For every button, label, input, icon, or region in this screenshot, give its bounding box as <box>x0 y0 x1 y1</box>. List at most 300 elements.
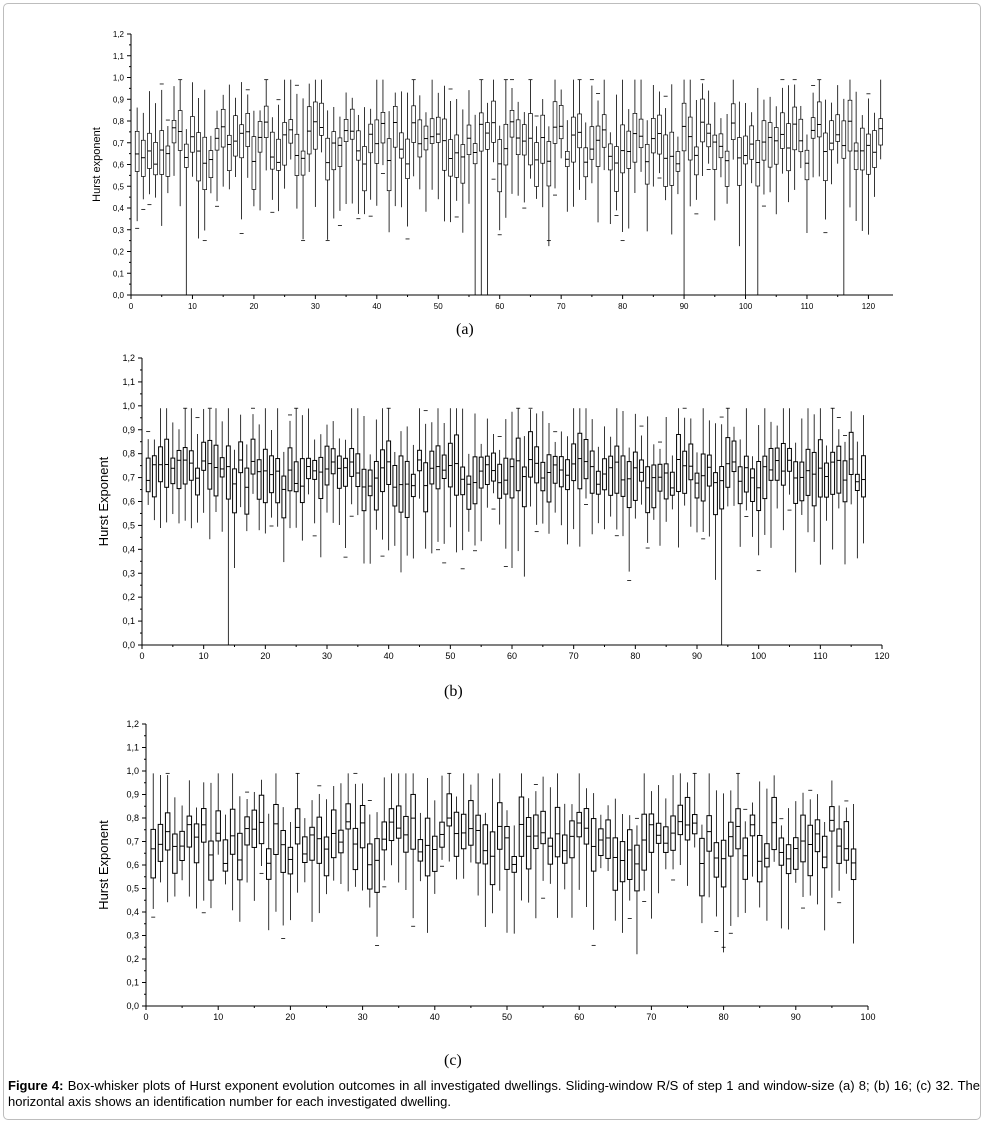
box <box>245 468 249 514</box>
box <box>282 476 286 518</box>
box-dwelling-82 <box>646 416 650 548</box>
box <box>479 457 483 488</box>
box-dwelling-10 <box>216 773 220 854</box>
box <box>707 816 711 852</box>
box-dwelling-38 <box>363 107 367 214</box>
box <box>658 464 662 491</box>
box <box>288 448 292 491</box>
box <box>596 471 600 494</box>
box <box>160 131 164 175</box>
box <box>732 441 736 472</box>
box-dwelling-115 <box>849 411 853 504</box>
box-dwelling-12 <box>214 408 218 512</box>
box-dwelling-16 <box>227 85 231 190</box>
box-dwelling-62 <box>522 436 526 577</box>
box <box>621 125 625 173</box>
box <box>799 119 803 151</box>
box-dwelling-83 <box>743 809 747 913</box>
y-axis-title: Hurst exponent <box>91 127 103 202</box>
box-dwelling-51 <box>442 86 446 222</box>
box-dwelling-40 <box>375 80 379 206</box>
box <box>197 133 201 181</box>
box-dwelling-59 <box>492 80 496 179</box>
box-dwelling-98 <box>851 804 855 943</box>
box <box>166 146 170 176</box>
box <box>300 459 304 503</box>
box <box>590 127 594 160</box>
box-dwelling-90 <box>695 452 699 532</box>
box-dwelling-89 <box>676 137 680 195</box>
box <box>851 849 855 880</box>
box-dwelling-45 <box>418 408 422 498</box>
y-tick-label: 0,7 <box>112 138 124 148</box>
box-dwelling-3 <box>165 773 169 902</box>
box <box>860 128 864 170</box>
box <box>646 467 650 513</box>
box <box>146 458 150 492</box>
y-tick-label: 0,5 <box>126 883 139 894</box>
box <box>504 458 508 494</box>
box <box>836 115 840 142</box>
box-dwelling-108 <box>806 408 810 532</box>
box <box>230 809 234 854</box>
box-dwelling-19 <box>257 424 261 530</box>
box-dwelling-13 <box>238 796 242 922</box>
box-dwelling-14 <box>226 408 230 645</box>
box <box>774 128 778 165</box>
box-dwelling-78 <box>608 132 612 224</box>
box <box>430 119 434 144</box>
box <box>721 840 725 887</box>
box <box>171 458 175 484</box>
box <box>729 822 733 856</box>
box <box>559 105 563 138</box>
box <box>664 827 668 853</box>
box-dwelling-28 <box>346 773 350 891</box>
y-tick-label: 0,3 <box>122 568 135 579</box>
box-dwelling-20 <box>288 822 292 920</box>
box-dwelling-77 <box>700 825 704 924</box>
x-tick-label: 110 <box>813 651 828 661</box>
box <box>553 456 557 483</box>
box <box>590 451 594 493</box>
x-tick-label: 20 <box>249 302 259 311</box>
box <box>485 456 489 484</box>
box-dwelling-29 <box>307 84 311 172</box>
box-dwelling-69 <box>642 773 646 901</box>
box-plot-c <box>0 690 986 1050</box>
box <box>240 125 244 158</box>
box-dwelling-48 <box>490 779 494 914</box>
box <box>578 433 582 488</box>
box-dwelling-76 <box>609 437 613 517</box>
box-dwelling-61 <box>504 80 508 218</box>
box-dwelling-32 <box>337 438 341 525</box>
y-axis-title: Hurst Exponent <box>96 820 111 910</box>
box-dwelling-110 <box>818 408 822 564</box>
box-dwelling-57 <box>555 773 559 918</box>
box-dwelling-1 <box>146 432 150 505</box>
box-dwelling-25 <box>283 80 287 189</box>
box <box>516 438 520 491</box>
box-dwelling-83 <box>652 444 656 520</box>
box <box>801 815 805 862</box>
box <box>233 469 237 513</box>
box-dwelling-90 <box>794 801 798 883</box>
box <box>303 837 307 863</box>
box-dwelling-70 <box>572 408 576 529</box>
box-dwelling-76 <box>596 94 600 223</box>
box-dwelling-48 <box>436 408 440 550</box>
box <box>787 124 791 171</box>
y-tick-label: 1,2 <box>122 353 135 363</box>
box-dwelling-17 <box>267 814 271 930</box>
box <box>781 443 785 485</box>
box-dwelling-47 <box>483 813 487 927</box>
box-dwelling-81 <box>640 426 644 505</box>
box <box>251 439 255 474</box>
box-dwelling-23 <box>282 452 286 562</box>
box-dwelling-37 <box>368 454 372 563</box>
box-dwelling-24 <box>276 100 280 211</box>
box-dwelling-23 <box>270 117 274 212</box>
box <box>633 113 637 162</box>
y-tick-label: 0,8 <box>122 448 135 459</box>
box <box>498 464 502 498</box>
box <box>849 432 853 474</box>
box <box>688 117 692 160</box>
box-dwelling-80 <box>633 414 637 519</box>
box-dwelling-49 <box>498 773 502 890</box>
box <box>825 463 829 497</box>
box-dwelling-94 <box>822 822 826 930</box>
box-dwelling-28 <box>301 98 305 240</box>
box-dwelling-2 <box>152 440 156 521</box>
box-dwelling-47 <box>418 95 422 189</box>
box-dwelling-40 <box>433 800 437 894</box>
box-dwelling-116 <box>842 99 846 295</box>
x-tick-label: 90 <box>790 1012 801 1022</box>
box-dwelling-55 <box>479 444 483 541</box>
x-tick-label: 100 <box>738 302 753 311</box>
box <box>805 150 809 179</box>
box-dwelling-65 <box>528 80 532 179</box>
box <box>492 453 496 481</box>
box <box>645 144 649 184</box>
box <box>541 462 545 490</box>
box <box>842 121 846 158</box>
box-dwelling-68 <box>547 126 551 246</box>
y-tick-label: 0,9 <box>122 424 135 435</box>
box <box>215 129 219 150</box>
box-dwelling-84 <box>645 120 649 231</box>
box-dwelling-61 <box>584 788 588 907</box>
box <box>339 830 343 853</box>
box <box>310 827 314 860</box>
figure-caption-text: Box-whisker plots of Hurst exponent evolution outcomes in all investigated dwellings. Sliding-window R/S of step 1 and window-size (a) 8; (b) 16; (c) 32. The horizontal axis shows an identification number for each investigated dwelling. <box>8 1078 980 1109</box>
box <box>393 106 397 147</box>
box <box>510 110 514 137</box>
box <box>837 446 841 493</box>
box-dwelling-118 <box>854 92 858 221</box>
box-dwelling-6 <box>187 780 191 896</box>
box-dwelling-31 <box>331 421 335 523</box>
box <box>346 804 350 829</box>
box-dwelling-81 <box>729 790 733 933</box>
box <box>602 115 606 148</box>
box-dwelling-63 <box>599 815 603 868</box>
panel-label-b: (b) <box>444 683 463 700</box>
box <box>442 119 446 170</box>
box-dwelling-88 <box>779 819 783 929</box>
box-dwelling-53 <box>467 454 471 532</box>
box-dwelling-34 <box>338 117 342 226</box>
box-dwelling-68 <box>559 431 563 525</box>
box <box>768 123 772 168</box>
box-dwelling-108 <box>793 80 797 190</box>
box <box>811 118 815 139</box>
box-dwelling-100 <box>757 425 761 571</box>
box-dwelling-32 <box>375 812 379 945</box>
box <box>529 114 533 165</box>
box-dwelling-74 <box>596 447 600 523</box>
box-dwelling-26 <box>331 786 335 881</box>
box-dwelling-35 <box>344 92 348 204</box>
box-dwelling-7 <box>183 408 187 520</box>
y-tick-label: 0,1 <box>122 616 135 627</box>
box-dwelling-44 <box>461 773 465 878</box>
box <box>578 114 582 148</box>
box <box>337 456 341 488</box>
box <box>375 839 379 893</box>
box-dwelling-85 <box>664 417 668 522</box>
box-dwelling-116 <box>855 442 859 559</box>
box <box>763 456 767 498</box>
box <box>412 106 416 143</box>
box-dwelling-46 <box>424 411 428 549</box>
box <box>307 107 311 154</box>
box <box>529 432 533 477</box>
box-dwelling-111 <box>811 85 815 177</box>
box <box>726 438 730 488</box>
y-tick-label: 0,2 <box>126 954 139 964</box>
box <box>848 100 852 151</box>
box <box>700 838 704 895</box>
box-dwelling-70 <box>649 791 653 918</box>
box <box>808 825 812 875</box>
box-dwelling-107 <box>800 418 804 515</box>
box-dwelling-1 <box>151 773 155 917</box>
box-dwelling-46 <box>412 80 416 177</box>
box <box>854 143 858 170</box>
box-dwelling-117 <box>848 80 852 208</box>
box-dwelling-75 <box>590 80 594 184</box>
box-dwelling-26 <box>300 415 304 540</box>
box <box>743 838 747 879</box>
box-dwelling-97 <box>844 801 848 874</box>
box-dwelling-25 <box>324 799 328 894</box>
box-dwelling-89 <box>786 808 790 929</box>
box <box>307 458 311 478</box>
box-dwelling-58 <box>498 436 502 524</box>
box <box>332 132 336 170</box>
box <box>289 120 293 143</box>
box-dwelling-12 <box>203 90 207 241</box>
box <box>566 460 570 490</box>
box-dwelling-77 <box>602 80 606 170</box>
box-dwelling-91 <box>701 408 705 539</box>
box <box>252 137 256 190</box>
box-dwelling-77 <box>615 408 619 536</box>
y-tick-label: 0,6 <box>112 160 124 170</box>
box <box>214 445 218 496</box>
box-dwelling-10 <box>191 82 195 176</box>
box-dwelling-76 <box>692 773 696 847</box>
x-tick-label: 70 <box>568 651 579 661</box>
x-tick-label: 60 <box>574 1012 585 1022</box>
box-dwelling-42 <box>447 773 451 861</box>
y-tick-label: 1,2 <box>112 30 124 39</box>
box <box>301 151 305 175</box>
box <box>822 836 826 867</box>
box-dwelling-87 <box>772 775 776 861</box>
box <box>454 812 458 856</box>
box-dwelling-58 <box>486 103 490 295</box>
box <box>642 814 646 870</box>
box <box>406 139 410 178</box>
box <box>621 456 625 496</box>
box-dwelling-56 <box>548 787 552 884</box>
box <box>209 841 213 880</box>
box-dwelling-47 <box>430 422 434 553</box>
box <box>677 434 681 491</box>
box-dwelling-30 <box>325 425 329 513</box>
box <box>794 838 798 870</box>
box-dwelling-112 <box>831 408 835 549</box>
box <box>317 817 321 863</box>
box-dwelling-45 <box>469 785 473 863</box>
y-tick-label: 0,0 <box>126 1001 139 1011</box>
box <box>469 801 473 846</box>
box <box>750 126 754 159</box>
box <box>627 131 631 168</box>
box <box>245 817 249 845</box>
panel-label-c: (c) <box>444 1052 462 1069</box>
box-dwelling-37 <box>411 773 415 926</box>
box <box>823 133 827 181</box>
box-dwelling-51 <box>512 825 516 933</box>
box-dwelling-21 <box>295 773 299 892</box>
box <box>701 99 705 142</box>
box <box>259 795 263 843</box>
x-tick-label: 90 <box>679 302 689 311</box>
box-dwelling-109 <box>799 106 803 168</box>
box-dwelling-4 <box>154 103 158 197</box>
box <box>817 102 821 137</box>
box <box>780 113 784 149</box>
box-dwelling-16 <box>259 780 263 874</box>
box-dwelling-34 <box>350 408 354 516</box>
y-tick-label: 0,4 <box>126 907 139 917</box>
box <box>526 818 530 869</box>
box <box>633 452 637 500</box>
box <box>368 844 372 889</box>
box <box>490 832 494 885</box>
box-dwelling-62 <box>591 793 595 945</box>
x-tick-label: 0 <box>128 302 134 311</box>
x-tick-label: 10 <box>213 1012 224 1022</box>
box <box>541 115 545 163</box>
box-dwelling-27 <box>295 85 299 208</box>
box <box>555 807 559 856</box>
box-dwelling-63 <box>516 102 520 196</box>
box-dwelling-120 <box>866 94 870 235</box>
box-dwelling-7 <box>172 86 176 176</box>
box <box>570 821 574 858</box>
box <box>844 822 848 861</box>
box-dwelling-91 <box>688 80 692 207</box>
y-tick-label: 0,2 <box>112 247 124 257</box>
x-tick-label: 80 <box>630 651 641 661</box>
box-dwelling-2 <box>141 113 145 209</box>
box <box>831 452 835 494</box>
box-dwelling-98 <box>731 80 735 160</box>
box-dwelling-43 <box>393 93 397 207</box>
box <box>374 461 378 510</box>
y-tick-label: 0,3 <box>126 930 139 941</box>
box-dwelling-56 <box>485 419 489 508</box>
box <box>664 135 668 187</box>
figure-caption <box>8 1078 980 1110</box>
box <box>455 135 459 177</box>
box-dwelling-5 <box>160 84 164 226</box>
box <box>405 461 409 517</box>
box <box>862 456 866 497</box>
box <box>226 446 230 499</box>
box <box>628 830 632 880</box>
box-dwelling-16 <box>239 415 243 507</box>
box <box>399 456 403 512</box>
box <box>353 828 357 869</box>
box-dwelling-55 <box>541 777 545 899</box>
box <box>547 455 551 502</box>
box <box>584 440 588 479</box>
x-tick-label: 50 <box>433 302 443 311</box>
box <box>769 448 773 480</box>
box-dwelling-74 <box>584 122 588 200</box>
box <box>492 101 496 142</box>
box-dwelling-4 <box>165 408 169 522</box>
box <box>867 134 871 174</box>
box <box>396 806 400 838</box>
box <box>455 435 459 495</box>
box <box>356 131 360 160</box>
box-dwelling-6 <box>166 120 170 193</box>
y-tick-label: 0,9 <box>126 789 139 800</box>
box <box>223 840 227 871</box>
box <box>689 444 693 480</box>
box-dwelling-122 <box>879 80 883 160</box>
box <box>599 829 603 856</box>
box-dwelling-94 <box>707 91 711 170</box>
y-tick-label: 0,6 <box>122 496 135 507</box>
box-dwelling-1 <box>135 108 139 229</box>
box-dwelling-71 <box>656 785 660 893</box>
box-dwelling-18 <box>274 773 278 911</box>
box <box>596 126 600 166</box>
box-dwelling-10 <box>202 409 206 513</box>
y-tick-label: 0,0 <box>112 291 124 300</box>
